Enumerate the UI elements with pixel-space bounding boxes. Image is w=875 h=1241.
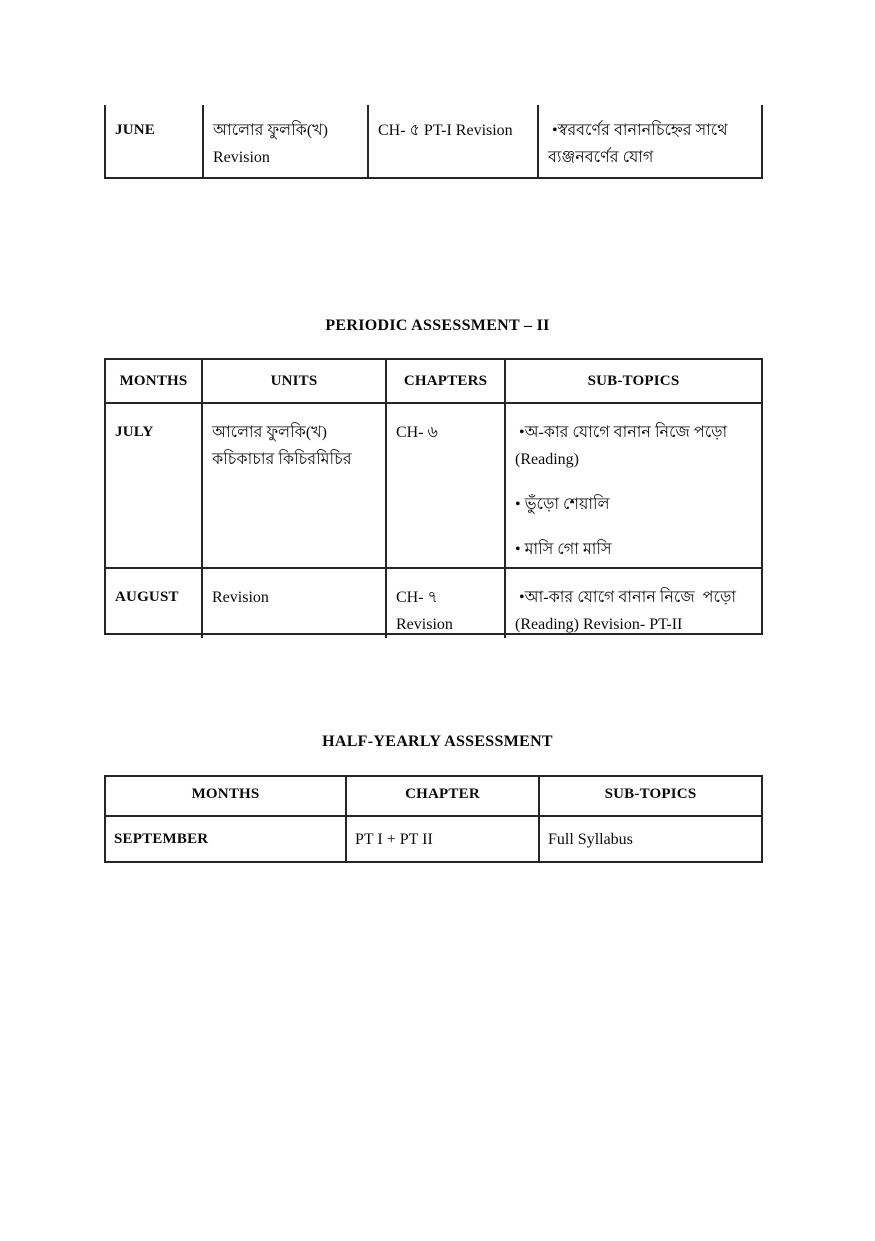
header-chapter: CHAPTER: [347, 777, 540, 815]
month-label: JULY: [115, 424, 154, 440]
chapters-cell: [387, 569, 506, 638]
header-subtopics: SUB-TOPICS: [604, 786, 697, 802]
subtopic-item: •স্বরবর্ণের বানানচিহ্নের সাথে ব্যঞ্জনবর্ণের যোগ: [548, 122, 732, 166]
chapters-cell: [369, 105, 539, 177]
header-units: UNITS: [203, 360, 387, 402]
table-row-july: [106, 404, 761, 569]
chapter-cell: [347, 817, 540, 861]
table-row-june: [106, 105, 761, 177]
unit-line: Revision: [213, 149, 270, 166]
unit-line: আলোর ফুলকি(খ): [212, 424, 328, 441]
header-chapters: CHAPTERS: [387, 360, 506, 402]
month-cell: [106, 817, 347, 861]
units-cell: [204, 105, 369, 177]
table-header-row: [106, 360, 761, 404]
units-cell: [203, 404, 387, 567]
periodic-assessment-2-table: [104, 358, 763, 635]
chapter-value: PT I + PT II: [355, 830, 433, 848]
month-label: SEPTEMBER: [114, 830, 209, 847]
pt1-continuation-table: [104, 105, 763, 179]
header-subtopics: SUB-TOPICS: [587, 373, 680, 389]
subtopic-item: • ভুঁড়ো শেয়ালি: [515, 496, 610, 513]
header-months: MONTHS: [106, 777, 347, 815]
unit-line: আলোর ফুলকি(খ): [213, 122, 329, 139]
table-row-september: [106, 817, 761, 861]
table-header-row: [106, 777, 761, 817]
subtopic-item: • মাসি গো মাসি: [515, 541, 612, 558]
subtopic-item: •অ-কার যোগে বানান নিজে পড়ো (Reading): [515, 424, 732, 468]
units-cell: [203, 569, 387, 638]
chapters-cell: [387, 404, 506, 567]
subtopics-cell: [539, 105, 761, 177]
month-cell: [106, 404, 203, 567]
chapter-line: CH- ৭: [396, 589, 438, 606]
chapter-line: CH- ৫ PT-I Revision: [378, 122, 513, 139]
month-cell: [106, 105, 204, 177]
subtopics-cell: [540, 817, 761, 861]
chapter-line: CH- ৬: [396, 424, 438, 441]
section-title-half-yearly: HALF-YEARLY ASSESSMENT: [322, 733, 553, 750]
header-months: MONTHS: [106, 360, 203, 402]
month-cell: [106, 569, 203, 638]
chapter-line: Revision: [396, 616, 453, 633]
month-label: JUNE: [115, 122, 155, 138]
section-title-periodic-assessment-2: PERIODIC ASSESSMENT – II: [325, 317, 550, 334]
half-yearly-assessment-table: [104, 775, 763, 863]
subtopics-value: Full Syllabus: [548, 830, 633, 848]
subtopic-item: •আ-কার যোগে বানান নিজে পড়ো (Reading) Revision- PT-II: [515, 589, 741, 633]
subtopics-cell: [506, 404, 761, 567]
unit-line: Revision: [212, 589, 269, 606]
table-row-august: [106, 569, 761, 638]
unit-line: কচিকাচার কিচিরমিচির: [212, 451, 352, 468]
month-label: AUGUST: [115, 589, 179, 605]
subtopics-cell: [506, 569, 761, 638]
